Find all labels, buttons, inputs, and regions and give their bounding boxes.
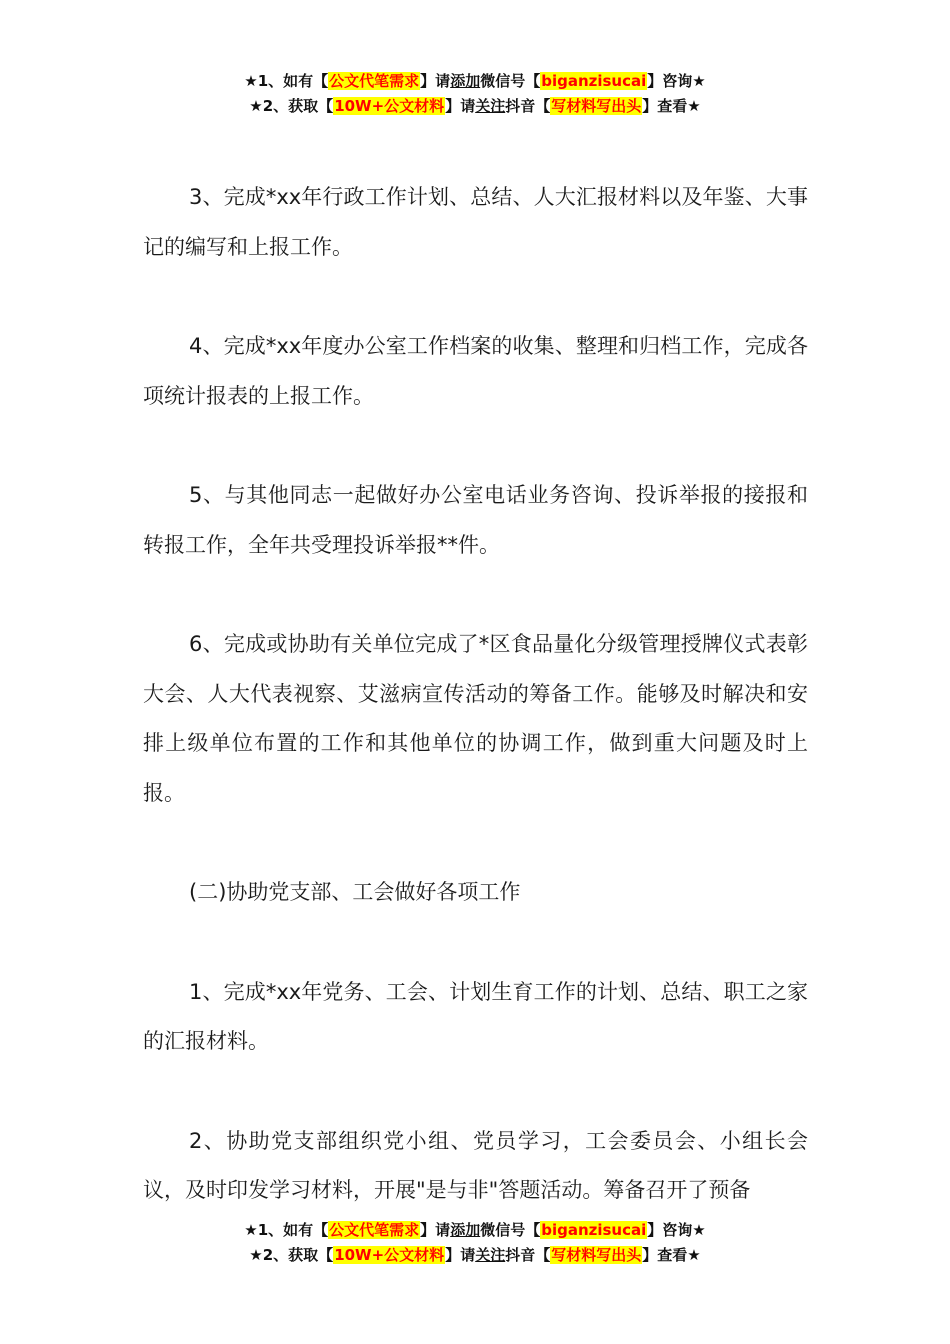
footer-banner-line-1: ★1、如有【公文代笔需求】请添加微信号【biganzisucai】咨询★: [244, 1221, 706, 1239]
document-body: [143, 173, 808, 1266]
footer-highlight-materials: 10W+公文材料: [334, 1246, 445, 1264]
paragraph-3: 3、完成*xx年行政工作计划、总结、人大汇报材料以及年鉴、大事记的编写和上报工作。: [143, 185, 808, 259]
paragraph-6: 6、完成或协助有关单位完成了*区食品量化分级管理授牌仪式表彰大会、人大代表视察、艾滋病宣传活动的筹备工作。能够及时解决和安排上级单位布置的工作和其他单位的协调工作，做到重大问题及时上报。: [143, 632, 808, 805]
paragraph-4: 4、完成*xx年度办公室工作档案的收集、整理和归档工作，完成各项统计报表的上报工作。: [143, 334, 808, 408]
header-banner-line-1: ★1、如有【公文代笔需求】请添加微信号【biganzisucai】咨询★: [244, 72, 706, 90]
header-highlight-wechat-id: biganzisucai: [541, 72, 647, 90]
header-highlight-douyin: 写材料写出头: [551, 97, 642, 115]
header-banner-line-2: ★2、获取【10W+公文材料】请关注抖音【写材料写出头】查看★: [249, 97, 701, 115]
header-banner: [0, 69, 950, 119]
header-highlight-ghostwriting: 公文代笔需求: [329, 72, 420, 90]
paragraph-1: 1、完成*xx年党务、工会、计划生育工作的计划、总结、职工之家的汇报材料。: [143, 979, 808, 1053]
footer-banner-line-2: ★2、获取【10W+公文材料】请关注抖音【写材料写出头】查看★: [249, 1246, 701, 1264]
footer-highlight-ghostwriting: 公文代笔需求: [329, 1221, 420, 1239]
footer-highlight-douyin: 写材料写出头: [551, 1246, 642, 1264]
section-heading: (二)协助党支部、工会做好各项工作: [189, 880, 521, 904]
footer-banner: [0, 1218, 950, 1268]
footer-highlight-wechat-id: biganzisucai: [541, 1221, 647, 1239]
paragraph-2: 2、协助党支部组织党小组、党员学习，工会委员会、小组长会议，及时印发学习材料，开展"是与非"答题活动。筹备召开了预备: [143, 1128, 808, 1202]
paragraph-5: 5、与其他同志一起做好办公室电话业务咨询、投诉举报的接报和转报工作，全年共受理投诉举报**件。: [143, 483, 808, 557]
header-highlight-materials: 10W+公文材料: [334, 97, 445, 115]
